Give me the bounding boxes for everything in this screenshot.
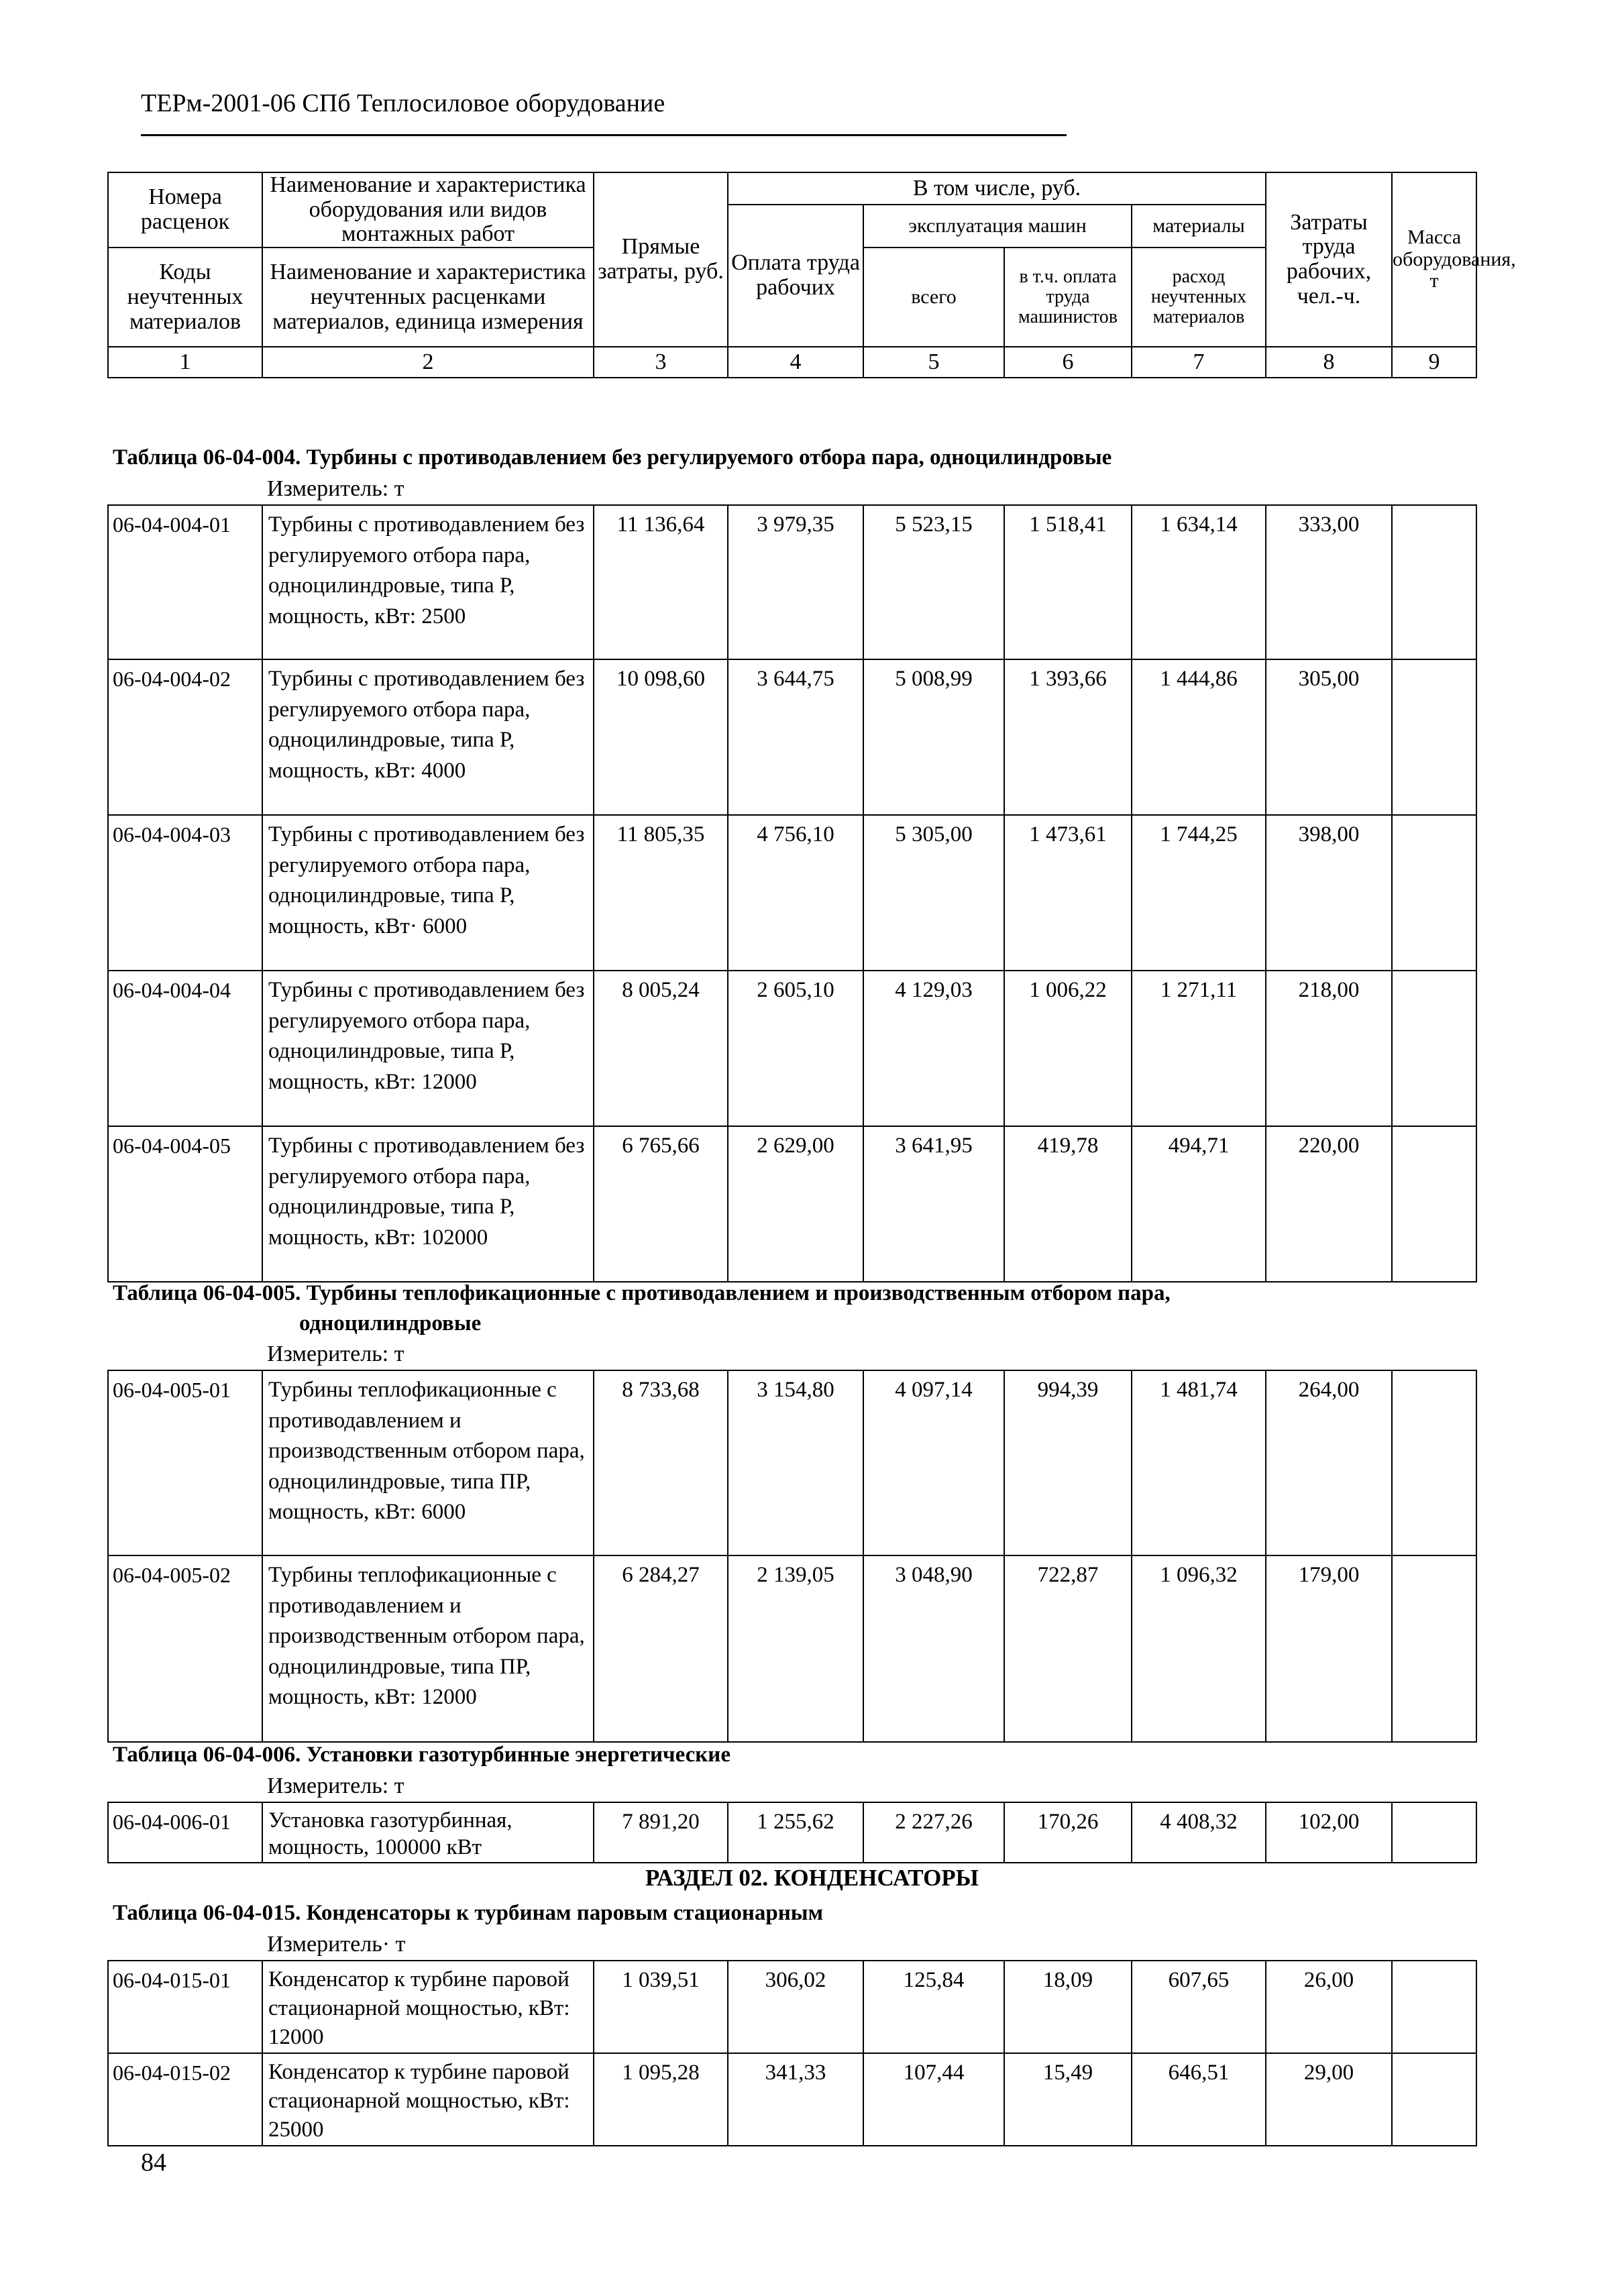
rates-table-06-04-004 <box>107 504 1477 1282</box>
labor-hours-value: 398,00 <box>1266 815 1392 971</box>
table-row <box>108 2053 1476 2146</box>
column-number-3: 3 <box>594 347 728 378</box>
machinist-pay-value: 419,78 <box>1004 1126 1132 1282</box>
equipment-mass-value <box>1392 2053 1476 2146</box>
rate-name: Конденсатор к турбине паровой стационарной мощностью, кВт: 12000 <box>262 1961 594 2053</box>
header-labor-hours: Затраты труда рабочих, чел.-ч. <box>1266 172 1392 347</box>
direct-costs-value: 8 005,24 <box>594 971 728 1126</box>
machines-total-value: 5 008,99 <box>863 659 1004 815</box>
worker-pay-value: 2 629,00 <box>728 1126 863 1282</box>
table-title <box>113 1278 1171 1338</box>
table-row <box>108 1555 1476 1742</box>
rate-name: Турбины теплофикационные с противодавлением и производственным отбором пара, одноцилиндровые, типа ПР, мощность, кВт: 6000 <box>262 1370 594 1555</box>
equipment-mass-value <box>1392 659 1476 815</box>
header-materials: материалы <box>1132 205 1266 248</box>
equipment-mass-value <box>1392 1802 1476 1863</box>
materials-value: 1 096,32 <box>1132 1555 1266 1742</box>
table-row <box>108 659 1476 815</box>
materials-value: 1 444,86 <box>1132 659 1266 815</box>
machines-total-value: 5 523,15 <box>863 505 1004 659</box>
table-row <box>108 1370 1476 1555</box>
rate-name: Установка газотурбинная, мощность, 100000 кВт <box>262 1802 594 1863</box>
labor-hours-value: 29,00 <box>1266 2053 1392 2146</box>
column-number-7: 7 <box>1132 347 1266 378</box>
machinist-pay-value: 1 393,66 <box>1004 659 1132 815</box>
labor-hours-value: 218,00 <box>1266 971 1392 1126</box>
machines-total-value: 3 641,95 <box>863 1126 1004 1282</box>
header-equipment-mass: Масса оборудования, т <box>1392 172 1476 347</box>
machinist-pay-value: 18,09 <box>1004 1961 1132 2053</box>
labor-hours-value: 102,00 <box>1266 1802 1392 1863</box>
header-including-group: В том числе, руб. <box>728 172 1266 205</box>
machinist-pay-value: 994,39 <box>1004 1370 1132 1555</box>
column-header-table <box>107 172 1516 378</box>
unit-of-measure: Измеритель: т <box>267 1773 404 1798</box>
rate-code: 06-04-005-02 <box>108 1555 262 1742</box>
machines-total-value: 4 129,03 <box>863 971 1004 1126</box>
machines-total-value: 5 305,00 <box>863 815 1004 971</box>
table-title-continuation: одноцилиндровые <box>299 1311 482 1335</box>
rate-name: Конденсатор к турбине паровой стационарной мощностью, кВт: 25000 <box>262 2053 594 2146</box>
worker-pay-value: 306,02 <box>728 1961 863 2053</box>
rate-name: Турбины с противодавлением без регулируемого отбора пара, одноцилиндровые, типа Р, мощность, кВт· 6000 <box>262 815 594 971</box>
labor-hours-value: 333,00 <box>1266 505 1392 659</box>
column-number-6: 6 <box>1004 347 1132 378</box>
unit-of-measure: Измеритель· т <box>267 1932 406 1957</box>
rates-table-06-04-005 <box>107 1370 1477 1743</box>
rate-code: 06-04-004-02 <box>108 659 262 815</box>
direct-costs-value: 7 891,20 <box>594 1802 728 1863</box>
header-material-consumption: расход неучтенных материалов <box>1132 248 1266 347</box>
rate-code: 06-04-015-02 <box>108 2053 262 2146</box>
worker-pay-value: 2 605,10 <box>728 971 863 1126</box>
table-title <box>113 1898 823 1928</box>
column-number-4: 4 <box>728 347 863 378</box>
machinist-pay-value: 722,87 <box>1004 1555 1132 1742</box>
unit-of-measure: Измеритель: т <box>267 1342 404 1366</box>
rate-code: 06-04-006-01 <box>108 1802 262 1863</box>
materials-value: 4 408,32 <box>1132 1802 1266 1863</box>
machinist-pay-value: 1 473,61 <box>1004 815 1132 971</box>
direct-costs-value: 8 733,68 <box>594 1370 728 1555</box>
worker-pay-value: 3 979,35 <box>728 505 863 659</box>
rate-name: Турбины с противодавлением без регулируемого отбора пара, одноцилиндровые, типа Р, мощность, кВт: 4000 <box>262 659 594 815</box>
worker-pay-value: 3 644,75 <box>728 659 863 815</box>
equipment-mass-value <box>1392 1370 1476 1555</box>
direct-costs-value: 10 098,60 <box>594 659 728 815</box>
equipment-mass-value <box>1392 815 1476 971</box>
materials-value: 607,65 <box>1132 1961 1266 2053</box>
table-row <box>108 971 1476 1126</box>
header-machine-operation: эксплуатация машин <box>863 205 1132 248</box>
machinist-pay-value: 15,49 <box>1004 2053 1132 2146</box>
header-unaccounted-material-codes: Коды неучтенных материалов <box>108 248 262 347</box>
direct-costs-value: 1 039,51 <box>594 1961 728 2053</box>
rate-code: 06-04-015-01 <box>108 1961 262 2053</box>
rate-code: 06-04-004-03 <box>108 815 262 971</box>
table-row <box>108 1126 1476 1282</box>
machines-total-value: 2 227,26 <box>863 1802 1004 1863</box>
table-title-text: Таблица 06-04-005. Турбины теплофикационные с противодавлением и производственным отбором пара, <box>113 1281 1171 1305</box>
direct-costs-value: 1 095,28 <box>594 2053 728 2146</box>
rate-code: 06-04-004-01 <box>108 505 262 659</box>
rate-name: Турбины с противодавлением без регулируемого отбора пара, одноцилиндровые, типа Р, мощность, кВт: 12000 <box>262 971 594 1126</box>
materials-value: 1 271,11 <box>1132 971 1266 1126</box>
header-machines-total: всего <box>863 248 1004 347</box>
header-worker-pay: Оплата труда рабочих <box>728 205 863 347</box>
machines-total-value: 4 097,14 <box>863 1370 1004 1555</box>
table-row <box>108 505 1476 659</box>
table-title-text: Таблица 06-04-015. Конденсаторы к турбинам паровым стационарным <box>113 1901 824 1925</box>
materials-value: 1 481,74 <box>1132 1370 1266 1555</box>
equipment-mass-value <box>1392 971 1476 1126</box>
rates-table-06-04-015 <box>107 1960 1477 2146</box>
labor-hours-value: 26,00 <box>1266 1961 1392 2053</box>
table-row <box>108 815 1476 971</box>
worker-pay-value: 341,33 <box>728 2053 863 2146</box>
rates-table-06-04-006 <box>107 1802 1477 1863</box>
table-row <box>108 1802 1476 1863</box>
equipment-mass-value <box>1392 1126 1476 1282</box>
table-title-text: Таблица 06-04-006. Установки газотурбинные энергетические <box>113 1743 730 1767</box>
machinist-pay-value: 1 006,22 <box>1004 971 1132 1126</box>
section-title: РАЗДЕЛ 02. КОНДЕНСАТОРЫ <box>645 1865 979 1891</box>
machines-total-value: 125,84 <box>863 1961 1004 2053</box>
materials-value: 494,71 <box>1132 1126 1266 1282</box>
machinist-pay-value: 170,26 <box>1004 1802 1132 1863</box>
header-unaccounted-materials-description: Наименование и характеристика неучтенных расценками материалов, единица измерения <box>262 248 594 347</box>
direct-costs-value: 11 805,35 <box>594 815 728 971</box>
header-work-description: Наименование и характеристика оборудования или видов монтажных работ <box>262 172 594 248</box>
equipment-mass-value <box>1392 505 1476 659</box>
materials-value: 1 634,14 <box>1132 505 1266 659</box>
rate-name: Турбины с противодавлением без регулируемого отбора пара, одноцилиндровые, типа Р, мощность, кВт: 2500 <box>262 505 594 659</box>
materials-value: 1 744,25 <box>1132 815 1266 971</box>
rate-code: 06-04-004-04 <box>108 971 262 1126</box>
table-title <box>113 1740 730 1770</box>
materials-value: 646,51 <box>1132 2053 1266 2146</box>
table-title-text: Таблица 06-04-004. Турбины с противодавлением без регулируемого отбора пара, одноцилиндровые <box>113 445 1112 470</box>
rate-code: 06-04-004-05 <box>108 1126 262 1282</box>
machines-total-value: 3 048,90 <box>863 1555 1004 1742</box>
rate-name: Турбины теплофикационные с противодавлением и производственным отбором пара, одноцилиндровые, типа ПР, мощность, кВт: 12000 <box>262 1555 594 1742</box>
direct-costs-value: 6 284,27 <box>594 1555 728 1742</box>
worker-pay-value: 3 154,80 <box>728 1370 863 1555</box>
header-rate-numbers: Номера расценок <box>108 172 262 248</box>
page-number: 84 <box>141 2148 166 2177</box>
equipment-mass-value <box>1392 1961 1476 2053</box>
machines-total-value: 107,44 <box>863 2053 1004 2146</box>
column-number-2: 2 <box>262 347 594 378</box>
column-number-9: 9 <box>1392 347 1476 378</box>
column-number-5: 5 <box>863 347 1004 378</box>
rate-name: Турбины с противодавлением без регулируемого отбора пара, одноцилиндровые, типа Р, мощность, кВт: 102000 <box>262 1126 594 1282</box>
table-row <box>108 1961 1476 2053</box>
unit-of-measure: Измеритель: т <box>267 476 404 501</box>
labor-hours-value: 305,00 <box>1266 659 1392 815</box>
worker-pay-value: 2 139,05 <box>728 1555 863 1742</box>
direct-costs-value: 6 765,66 <box>594 1126 728 1282</box>
direct-costs-value: 11 136,64 <box>594 505 728 659</box>
column-number-1: 1 <box>108 347 262 378</box>
table-title <box>113 443 1112 473</box>
header-direct-costs: Прямые затраты, руб. <box>594 172 728 347</box>
header-machinist-pay: в т.ч. оплата труда машинистов <box>1004 248 1132 347</box>
labor-hours-value: 264,00 <box>1266 1370 1392 1555</box>
labor-hours-value: 220,00 <box>1266 1126 1392 1282</box>
machinist-pay-value: 1 518,41 <box>1004 505 1132 659</box>
worker-pay-value: 1 255,62 <box>728 1802 863 1863</box>
equipment-mass-value <box>1392 1555 1476 1742</box>
header-rule <box>141 134 1067 136</box>
document-header-title: ТЕРм-2001-06 СПб Теплосиловое оборудование <box>141 89 665 117</box>
worker-pay-value: 4 756,10 <box>728 815 863 971</box>
labor-hours-value: 179,00 <box>1266 1555 1392 1742</box>
column-number-8: 8 <box>1266 347 1392 378</box>
rate-code: 06-04-005-01 <box>108 1370 262 1555</box>
